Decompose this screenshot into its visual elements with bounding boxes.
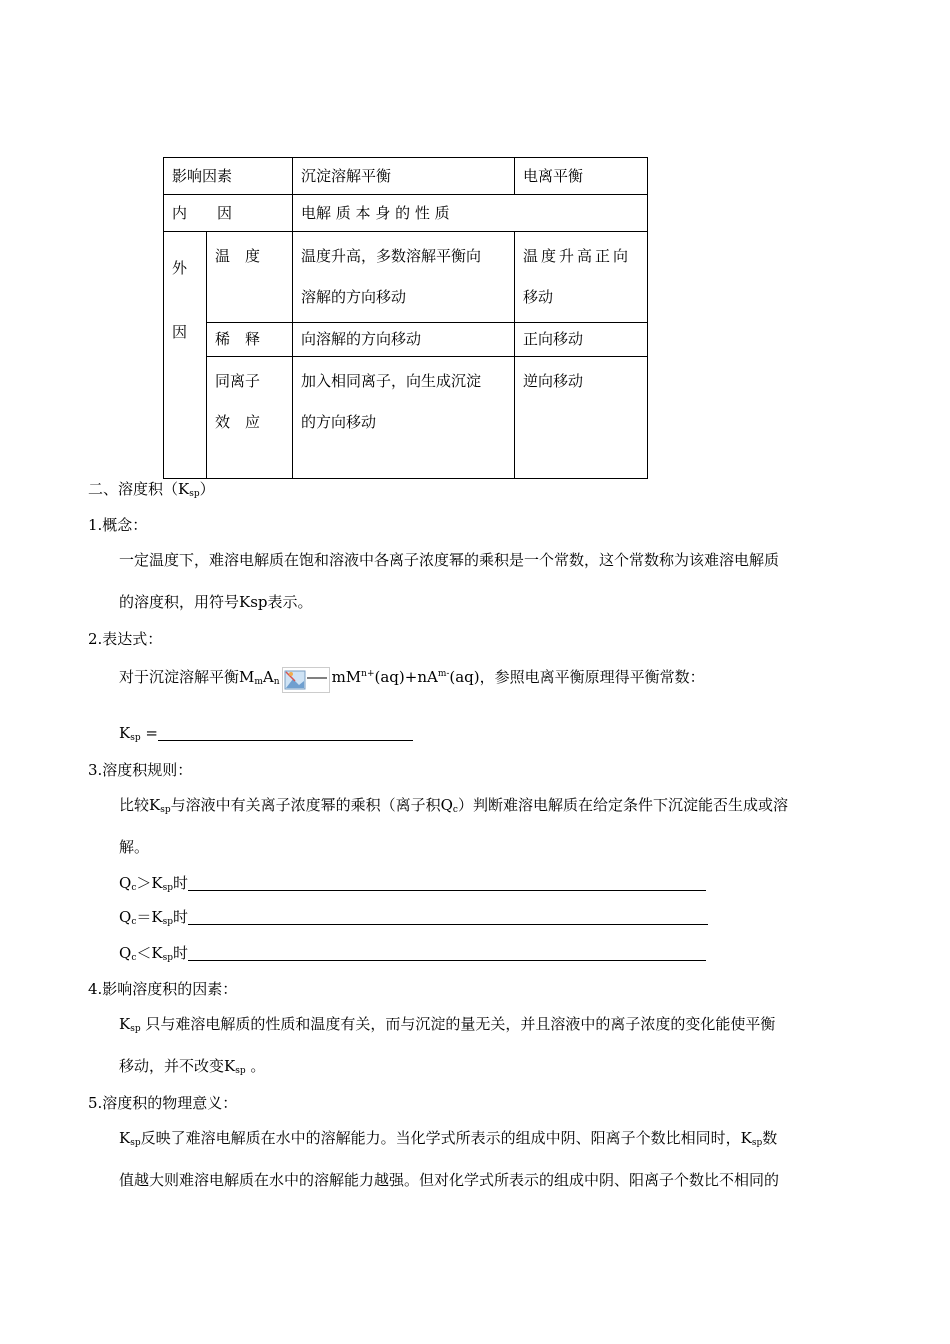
ion-dilution <box>515 323 648 357</box>
precip-common-ion <box>293 357 515 479</box>
precip-line: 的方向移动 <box>301 413 377 431</box>
precip-dilution <box>293 323 515 357</box>
ksp-answer-blank[interactable] <box>158 726 413 741</box>
rule-less: $Q_c<K_{sp}$时 <box>119 943 706 968</box>
factor-line: 温 度 <box>215 247 261 265</box>
ion-line: 逆向移动 <box>523 372 584 390</box>
p1-heading: 1.概念： <box>88 516 148 534</box>
p4-heading: 4.影响溶度积的因素： <box>88 980 238 998</box>
rule-less-blank[interactable] <box>188 946 706 961</box>
p5-heading: 5.溶度积的物理意义： <box>88 1094 238 1112</box>
factor-line: 效 应 <box>215 413 261 431</box>
table-header-row <box>164 158 648 195</box>
ion-line: 移动 <box>523 288 554 306</box>
p4-line1: $K_{sp}$ 只与难溶电解质的性质和温度有关，而与沉淀的量无关，并且溶液中的离子浓度的变化能使平衡 <box>119 1015 776 1034</box>
p3-line2: 解。 <box>119 838 150 856</box>
internal-value: 电解 质 本 身 的 性 质 <box>293 195 648 232</box>
p2-equation: 对于沉淀溶解平衡$M_mA_n$ $mM^{n+}(aq)+nA^{m-}(aq)$，参照电离平衡原理得平衡常数： <box>119 664 705 693</box>
section-title: 二、溶度积$(K_{sp})$ <box>88 480 215 499</box>
ion-line: 温度升高正向 <box>523 247 632 265</box>
p5-line2: 值越大则难溶电解质在水中的溶解能力越强。但对化学式所表示的组成中阴、阳离子个数比不相同的 <box>119 1171 780 1189</box>
ion-common-ion <box>515 357 648 479</box>
factor-temperature <box>207 232 293 323</box>
internal-label: 内 因 <box>164 195 293 232</box>
p2-heading: 2.表达式： <box>88 630 163 648</box>
p5-line1: $K_{sp}$反映了难溶电解质在水中的溶解能力。当化学式所表示的组成中阴、阳离子个数比相同时，$K_{sp}$数 <box>119 1129 778 1148</box>
rule-equal-blank[interactable] <box>188 910 708 925</box>
precip-temperature <box>293 232 515 323</box>
rule-greater-blank[interactable] <box>188 876 706 891</box>
table-row-internal <box>164 195 648 232</box>
header-precip: 沉淀溶解平衡 <box>293 158 515 195</box>
external-label-cell <box>164 232 207 479</box>
precip-line: 溶解的方向移动 <box>301 288 407 306</box>
p1-line2: 的溶度积，用符号Ksp表示。 <box>119 593 313 611</box>
p1-line1: 一定温度下，难溶电解质在饱和溶液中各离子浓度幂的乘积是一个常数，这个常数称为该难溶电解质 <box>119 551 780 569</box>
factor-dilution <box>207 323 293 357</box>
ion-line: 正向移动 <box>523 330 584 348</box>
factor-line: 稀 释 <box>215 330 261 348</box>
table-row-dilution <box>164 323 648 357</box>
factors-table <box>163 157 648 479</box>
external-label-bottom: 因 <box>172 323 188 341</box>
p4-line2: 移动，并不改变$K_{sp}$ 。 <box>119 1057 266 1076</box>
rule-equal: $Q_c=K_{sp}$时 <box>119 907 708 932</box>
rule-greater: $Q_c>K_{sp}$时 <box>119 873 706 898</box>
header-ion: 电离平衡 <box>515 158 648 195</box>
precip-line: 向溶解的方向移动 <box>301 330 422 348</box>
precip-line: 温度升高，多数溶解平衡向 <box>301 247 482 265</box>
table-row-temperature <box>164 232 648 323</box>
factor-common-ion <box>207 357 293 479</box>
equilibrium-arrow-image-icon <box>282 667 330 693</box>
factor-line: 同离子 <box>215 372 261 390</box>
ksp-expression: $K_{sp}$ = <box>119 723 413 748</box>
precip-line: 加入相同离子，向生成沉淀 <box>301 372 482 390</box>
p3-heading: 3.溶度积规则： <box>88 761 193 779</box>
table-row-common-ion <box>164 357 648 479</box>
ion-temperature <box>515 232 648 323</box>
header-factor: 影响因素 <box>164 158 293 195</box>
p3-line1: 比较$K_{sp}$与溶液中有关离子浓度幂的乘积（离子积$Q_c$）判断难溶电解质在给定条件下沉淀能否生成或溶 <box>119 796 788 815</box>
external-label-top: 外 <box>172 259 188 277</box>
